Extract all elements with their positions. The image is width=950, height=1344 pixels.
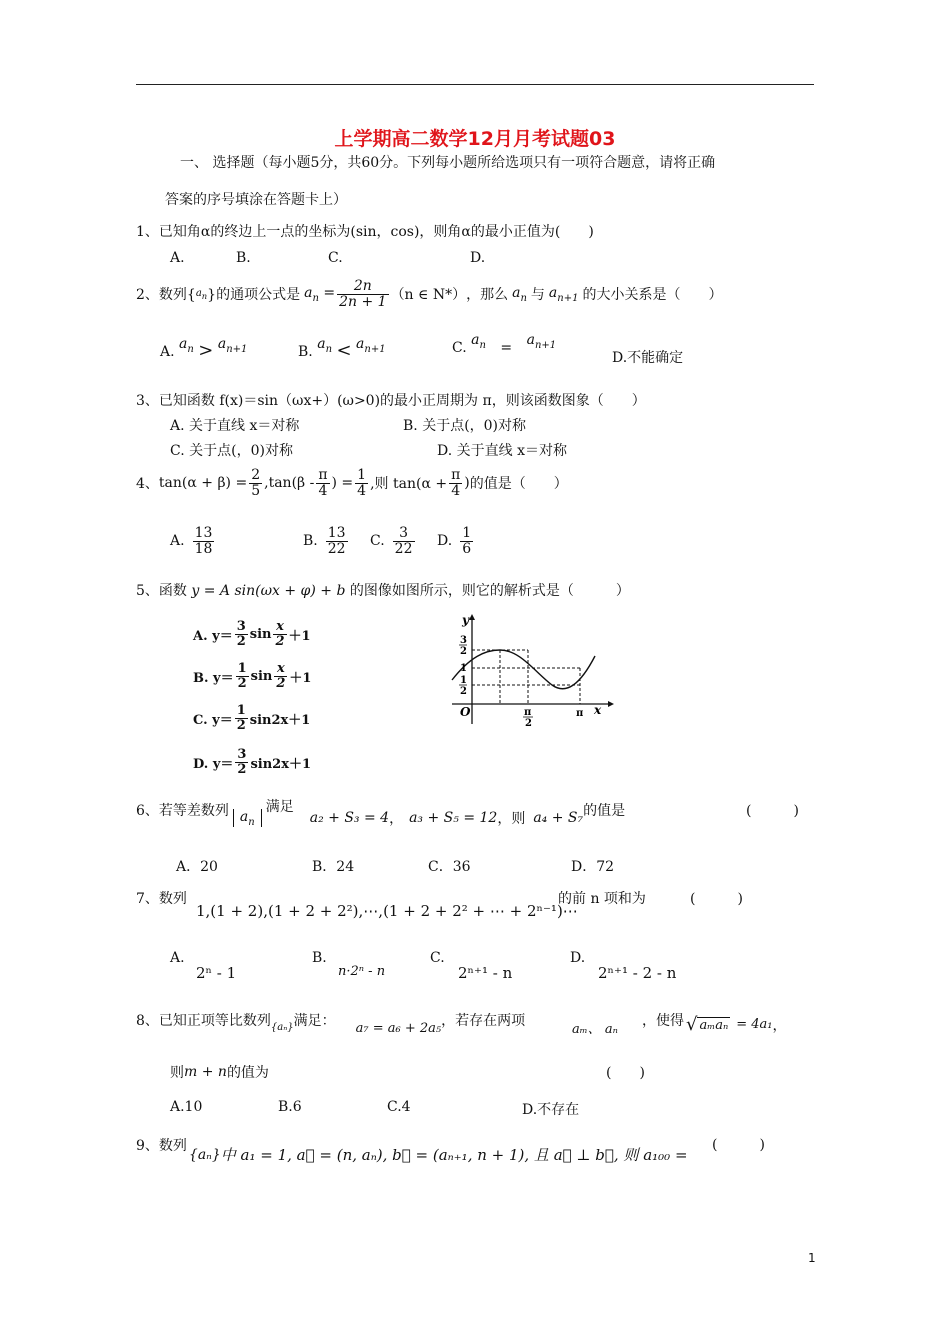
q2-an: $a_n$ <box>512 284 527 304</box>
graph-tick-1: 1 <box>460 663 467 674</box>
q7-option-b-expr: n·2ⁿ - n <box>338 964 386 979</box>
q6-seq: $a_n$ <box>233 809 262 828</box>
q4-frac3: $\frac{1}{4}$ <box>357 467 367 499</box>
q5-graph <box>440 612 620 732</box>
q1-option-c: C. <box>328 250 343 266</box>
graph-tick-pi: π <box>576 708 584 719</box>
graph-origin-label: O <box>460 705 471 719</box>
q4-frac4: $\frac{\pi}{4}$ <box>451 467 461 499</box>
q4-part1: tan(α + β) = <box>158 475 248 492</box>
page-title: 上学期高二数学12月月考试题03 <box>334 128 616 150</box>
graph-tick-pi2-num: π <box>524 707 532 718</box>
q8-option-d: D.不存在 <box>522 1102 580 1118</box>
q1-option-a: A. <box>170 250 185 266</box>
q5-stem: 5、函数 y = A sin(ωx + φ) + b 的图像如图所示，则它的解析式是（ ） <box>136 583 630 599</box>
q8-option-c: C.4 <box>387 1099 411 1115</box>
x-axis-arrow <box>608 701 614 707</box>
q5-option-c: C. y＝ $\frac{1}{2}$ sin2x＋1 <box>193 703 311 733</box>
q7-option-b-label: B. <box>312 950 327 966</box>
graph-tick-32-den: 2 <box>460 646 467 657</box>
q4-option-a: A. $\frac{13}{18}$ <box>170 525 213 557</box>
q4-part2: ,tan(β - <box>264 475 315 492</box>
q7-option-c-label: C. <box>430 950 445 966</box>
q2-formula-lhs: $a_n$ = <box>304 284 336 304</box>
q2-seq-symbol: $a_n$ <box>195 287 208 301</box>
q7-option-a-expr: 2ⁿ - 1 <box>196 964 237 982</box>
q5-option-d: D. y＝ $\frac{3}{2}$ sin2x＋1 <box>193 747 312 777</box>
q3-option-d: D. 关于直线 x＝对称 <box>437 443 567 459</box>
q2-stem <box>136 279 722 309</box>
header-rule <box>136 84 814 85</box>
graph-tick-32-num: 3 <box>460 635 467 646</box>
q6-target: a₄ + S₇ <box>533 810 584 826</box>
q2-stem-pre: 2、数列{ <box>136 287 196 304</box>
q9-body: 中 a₁ = 1, a⃗ = (n, aₙ), b⃗ = (aₙ₊₁, n + 1), 且 a⃗ ⊥ b⃗, 则 a₁₀₀ = <box>220 1146 688 1164</box>
q4-part4: ,则 tan(α + <box>370 476 448 493</box>
q7-number: 7、数列 <box>136 891 187 907</box>
q8-option-b: B.6 <box>278 1099 302 1115</box>
q2-domain: （n ∈ N*） <box>390 287 467 304</box>
q2-option-c: C. $a_n = a_{n+1}$ <box>452 332 557 356</box>
q1-option-d: D. <box>470 250 486 266</box>
q2-and: 与 <box>530 287 545 304</box>
q4-part5: ) <box>464 475 470 492</box>
q4-frac1: $\frac{2}{5}$ <box>251 467 261 499</box>
q6-option-d: D．72 <box>571 859 615 875</box>
q6-option-a: A．20 <box>176 859 218 875</box>
q7-option-a-label: A. <box>170 950 185 966</box>
q6-cond1: a₂ + S₃ = 4 <box>309 810 390 826</box>
q3-option-b: B. 关于点(，0)对称 <box>403 418 527 434</box>
q2-option-b: B. $a_n < a_{n+1}$ <box>298 336 386 361</box>
q9-answer-paren: ( ) <box>712 1137 765 1153</box>
section-heading-line1: 一、 选择题（每小题5分，共60分。下列每小题所给选项只有一项符合题意，请将正确 <box>180 155 716 171</box>
graph-tick-12-num: 1 <box>460 675 467 686</box>
q5-option-a: A. y＝ $\frac{3}{2}$ sin $\frac{x}{2}$ ＋1 <box>193 619 311 649</box>
q6-answer-paren: ( ) <box>746 803 799 819</box>
q4-option-b: B. $\frac{13}{22}$ <box>303 525 346 557</box>
q2-option-d: D.不能确定 <box>612 350 684 366</box>
q7-option-c-expr: 2ⁿ⁺¹ - n <box>458 964 513 982</box>
graph-tick-pi2-den: 2 <box>525 718 532 729</box>
q4-frac2: $\frac{\pi}{4}$ <box>318 467 328 499</box>
q6-option-c: C．36 <box>428 859 471 875</box>
q2-tail: 的大小关系是（ ） <box>582 287 723 304</box>
q8-answer-paren: ( ) <box>606 1065 645 1081</box>
q8-line2: 则 m + n 的值为 <box>170 1064 269 1081</box>
q5-option-b: B. y＝ $\frac{1}{2}$ sin $\frac{x}{2}$ ＋1 <box>193 661 312 691</box>
graph-y-label: y <box>462 613 469 627</box>
q8-m-plus-n: m + n <box>184 1064 227 1080</box>
q4-option-c: C. $\frac{3}{22}$ <box>370 525 413 557</box>
sine-curve <box>452 650 595 689</box>
q4-option-d: D. $\frac{1}{6}$ <box>437 525 472 557</box>
q7-tail: 的前 n 项和为 <box>558 891 646 907</box>
graph-tick-12-den: 2 <box>460 686 467 697</box>
q8-terms: aₘ、 aₙ <box>572 1022 618 1037</box>
q3-stem: 3、已知函数 f(x)＝sin（ωx+）(ω>0)的最小正周期为 π，则该函数图象（ ） <box>136 393 646 409</box>
q2-stem-mid: }的通项公式是 <box>207 287 301 304</box>
q8-cond: a₇ = a₆ + 2a₅ <box>355 1020 442 1036</box>
q8-such-that: ，使得 <box>642 1013 684 1029</box>
page-number: 1 <box>808 1251 816 1265</box>
guide-lines <box>472 650 580 704</box>
q3-option-a: A. 关于直线 x＝对称 <box>170 418 300 434</box>
q8-seq: {aₙ} <box>270 1021 294 1033</box>
q2-stem-post: ，那么 <box>466 287 509 304</box>
q7-option-d-label: D. <box>570 950 586 966</box>
q1-option-b: B. <box>236 250 251 266</box>
graph-x-label: x <box>594 703 602 717</box>
q1-stem: 1、已知角α的终边上一点的坐标为(sin，cos)，则角α的最小正值为( ) <box>136 224 594 240</box>
section-heading-line2: 答案的序号填涂在答题卡上） <box>165 192 347 208</box>
q6-stem: 6、若等差数列 $a_n$ 满足 a₂ + S₃ = 4 ， a₃ + S₅ = 12 ，则 a₄ + S₇ 的值是 <box>136 799 626 828</box>
q4-part3: ) = <box>331 475 354 492</box>
q5-formula: y = A sin(ωx + φ) + b <box>191 583 346 599</box>
y-axis-arrow <box>469 614 475 620</box>
q7-sequence: 1,(1 + 2),(1 + 2 + 2²),⋯,(1 + 2 + 2² + ⋯ + 2ⁿ⁻¹)⋯ <box>196 902 578 920</box>
q8-option-a: A.10 <box>170 1099 203 1115</box>
q2-formula-frac: $\frac{2n}{2n + 1}$ <box>339 278 387 310</box>
q9-seq: {aₙ} <box>188 1146 221 1163</box>
q4-tail: 的值是（ ） <box>469 476 568 493</box>
q7-option-d-expr: 2ⁿ⁺¹ - 2 - n <box>598 964 677 982</box>
q3-option-c: C. 关于点(，0)对称 <box>170 443 293 459</box>
q4-stem: 4、 tan(α + β) = $\frac{2}{5}$ ,tan(β - $\frac{\pi}{4}$ ) = $\frac{1}{4}$ ,则 tan(α + $\frac{\pi}{4}$ ) 的值是（ ） <box>136 467 568 499</box>
q6-cond2: a₃ + S₅ = 12 <box>409 810 498 826</box>
q8-stem: 8、已知正项等比数列 {aₙ} 满足： a₇ = a₆ + 2a₅ ，若存在两项 <box>136 1013 526 1036</box>
q6-option-b: B．24 <box>312 859 355 875</box>
q2-option-a: A. $a_n > a_{n+1}$ <box>160 336 248 361</box>
q7-answer-paren: ( ) <box>690 891 743 907</box>
q8-sqrt-expr: √ aₘaₙ = 4a₁ ， <box>686 1014 787 1035</box>
q9-stem: 9、数列 {aₙ} 中 a₁ = 1, a⃗ = (n, aₙ), b⃗ = (aₙ₊₁, n + 1), 且 a⃗ ⊥ b⃗, 则 a₁₀₀ = <box>136 1137 688 1164</box>
q2-an1: $a_{n+1}$ <box>548 284 579 304</box>
